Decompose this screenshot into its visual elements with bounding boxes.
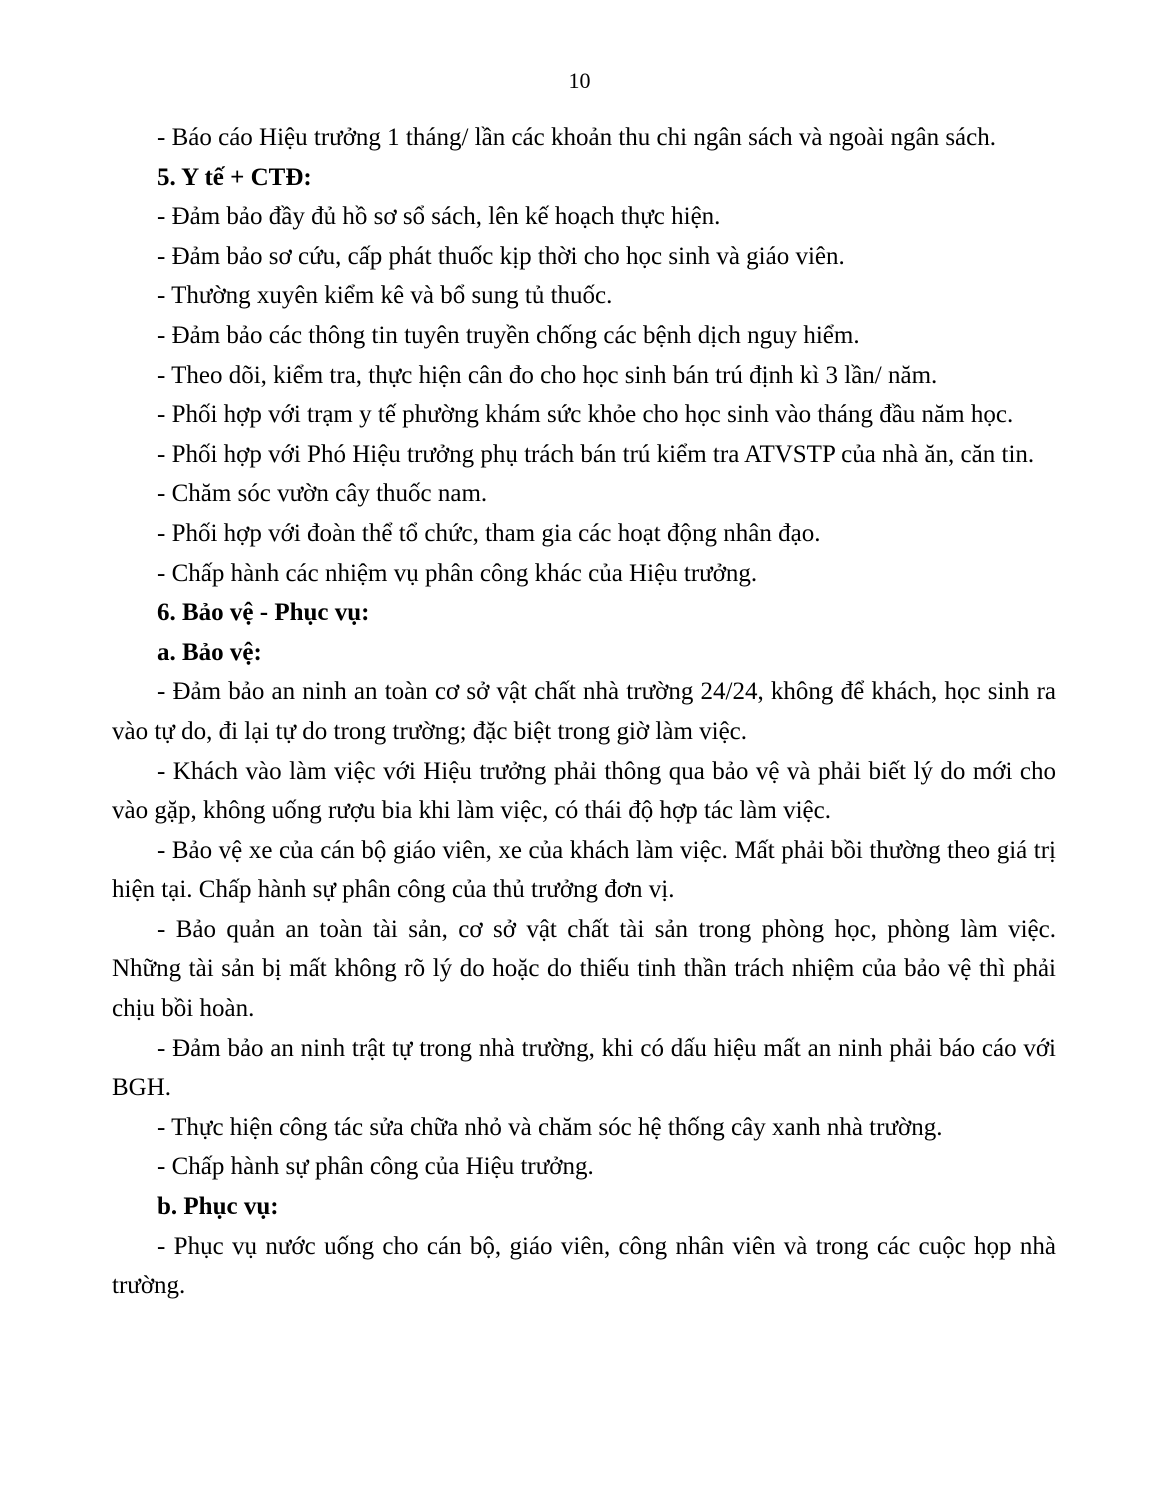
list-item: - Đảm bảo an ninh an toàn cơ sở vật chất nhà trường 24/24, không để khách, học sinh ra vào tự do, đi lại tự do trong trường; đặc biệt trong giờ làm việc.	[112, 678, 1056, 745]
list-item: - Đảm bảo các thông tin tuyên truyền chống các bệnh dịch nguy hiểm.	[157, 321, 860, 349]
subsection-heading-security: a. Bảo vệ:	[157, 638, 262, 666]
list-item: - Chấp hành các nhiệm vụ phân công khác của Hiệu trưởng.	[157, 559, 758, 587]
document-body	[112, 118, 1056, 1306]
list-item: - Phối hợp với Phó Hiệu trưởng phụ trách bán trú kiểm tra ATVSTP của nhà ăn, căn tin.	[157, 440, 1035, 468]
list-item: - Phối hợp với trạm y tế phường khám sức khỏe cho học sinh vào tháng đầu năm học.	[157, 401, 1014, 429]
list-item: - Bảo vệ xe của cán bộ giáo viên, xe của khách làm việc. Mất phải bồi thường theo giá trị hiện tại. Chấp hành sự phân công của thủ trưởng đơn vị.	[112, 836, 1056, 904]
list-item: - Đảm bảo an ninh trật tự trong nhà trường, khi có dấu hiệu mất an ninh phải báo cáo với BGH.	[112, 1034, 1056, 1102]
list-item: - Chăm sóc vườn cây thuốc nam.	[157, 480, 488, 508]
list-item: - Đảm bảo sơ cứu, cấp phát thuốc kịp thời cho học sinh và giáo viên.	[157, 242, 845, 270]
list-item: - Thường xuyên kiểm kê và bổ sung tủ thuốc.	[157, 282, 613, 310]
section-heading-security-service: 6. Bảo vệ - Phục vụ:	[157, 599, 370, 627]
subsection-heading-service: b. Phục vụ:	[157, 1193, 279, 1221]
list-item: - Thực hiện công tác sửa chữa nhỏ và chăm sóc hệ thống cây xanh nhà trường.	[157, 1113, 943, 1141]
section-heading-health: 5. Y tế + CTĐ:	[157, 163, 312, 191]
page-number: 10	[568, 68, 591, 93]
list-item: - Phục vụ nước uống cho cán bộ, giáo viên, công nhân viên và trong các cuộc họp nhà trường.	[112, 1232, 1056, 1300]
list-item: - Phối hợp với đoàn thể tổ chức, tham gia các hoạt động nhân đạo.	[157, 519, 821, 547]
list-item: - Theo dõi, kiểm tra, thực hiện cân đo cho học sinh bán trú định kì 3 lần/ năm.	[157, 361, 938, 389]
list-item: - Bảo quản an toàn tài sản, cơ sở vật chất tài sản trong phòng học, phòng làm việc. Những tài sản bị mất không rõ lý do hoặc do thiếu tinh thần trách nhiệm của bảo vệ thì phải chịu bồi hoàn.	[112, 915, 1056, 1023]
list-item: - Đảm bảo đầy đủ hồ sơ sổ sách, lên kế hoạch thực hiện.	[157, 203, 721, 231]
list-item: - Khách vào làm việc với Hiệu trưởng phải thông qua bảo vệ và phải biết lý do mới cho vào gặp, không uống rượu bia khi làm việc, có thái độ hợp tác làm việc.	[112, 757, 1056, 825]
paragraph-budget-report: - Báo cáo Hiệu trưởng 1 tháng/ lần các khoản thu chi ngân sách và ngoài ngân sách.	[157, 124, 997, 151]
list-item: - Chấp hành sự phân công của Hiệu trưởng.	[157, 1153, 594, 1181]
